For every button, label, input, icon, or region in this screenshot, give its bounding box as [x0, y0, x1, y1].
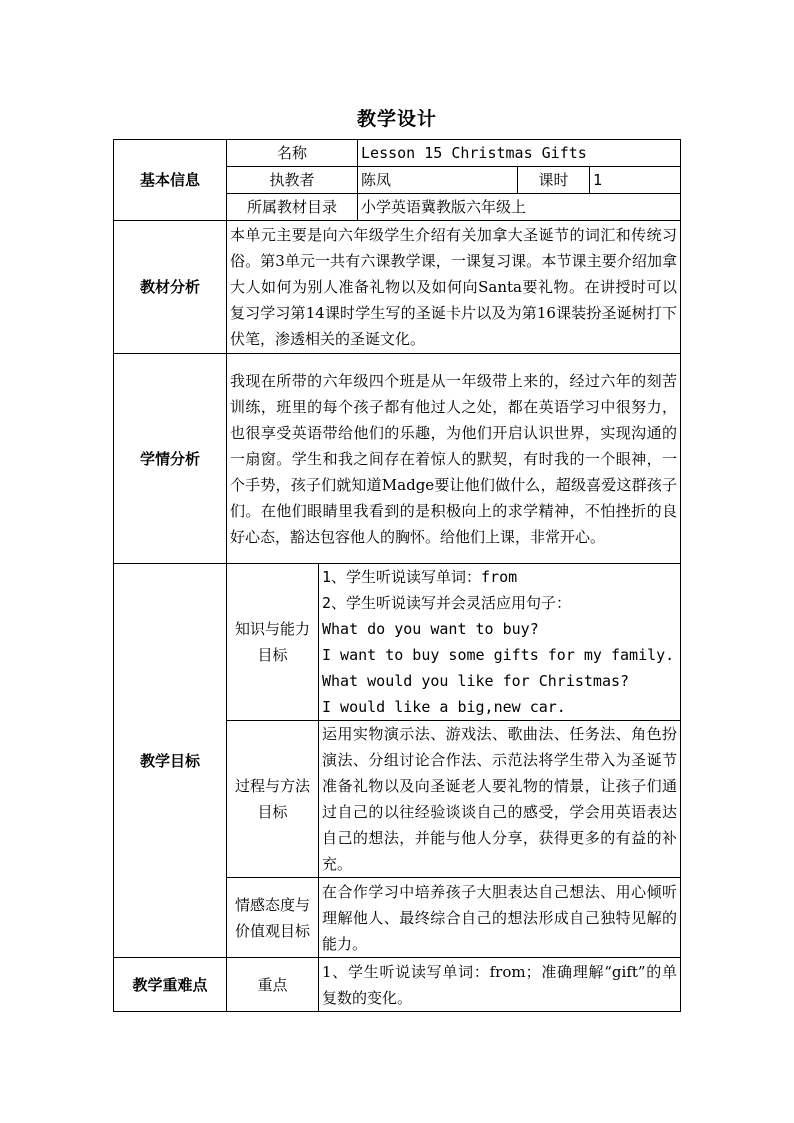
knowledge-list: [319, 564, 681, 721]
row-key-points: [114, 958, 681, 1012]
value-lesson-name: Lesson 15 Christmas Gifts: [358, 140, 681, 167]
process-text: 运用实物演示法、游戏法、歌曲法、任务法、角色扮演法、分组讨论合作法、示范法将学生带入为圣诞节准备礼物以及向圣诞老人要礼物的情景，让孩子们通过自己的以往经验谈谈自己的感受，学会用英语表达自己的想法，并能与他人分享，获得更多的有益的补充。: [319, 721, 681, 878]
lesson-plan-table: [113, 139, 681, 1012]
label-name: 名称: [227, 140, 358, 167]
label-key-point: 重点: [227, 958, 319, 1012]
value-teacher: 陈凤: [358, 167, 518, 194]
knowledge-line: I would like a big,new car.: [322, 698, 566, 716]
value-textbook: 小学英语冀教版六年级上: [358, 194, 681, 221]
label-knowledge: 知识与能力目标: [227, 564, 319, 721]
label-process: 过程与方法目标: [227, 721, 319, 878]
value-period: 1: [590, 167, 681, 194]
row-name: [114, 140, 681, 167]
row-student-analysis: [114, 354, 681, 564]
label-period: 课时: [518, 167, 590, 194]
label-emotion: 情感态度与价值观目标: [227, 878, 319, 958]
label-textbook: 所属教材目录: [227, 194, 358, 221]
knowledge-line: I want to buy some gifts for my family.: [322, 646, 675, 664]
row-material-analysis: [114, 221, 681, 354]
key-point-text: 1、学生听说读写单词：from；准确理解“gift”的单复数的变化。: [319, 958, 681, 1012]
page-title: 教学设计: [356, 108, 437, 130]
section-objectives: 教学目标: [114, 564, 227, 958]
section-basic-info: 基本信息: [114, 140, 227, 221]
section-key-points: 教学重难点: [114, 958, 227, 1012]
knowledge-line: What do you want to buy?: [322, 620, 539, 638]
knowledge-line: What would you like for Christmas?: [322, 672, 630, 690]
emotion-text: 在合作学习中培养孩子大胆表达自己想法、用心倾听理解他人、最终综合自己的想法形成自己独特见解的能力。: [319, 878, 681, 958]
student-analysis-text: 我现在所带的六年级四个班是从一年级带上来的，经过六年的刻苦训练，班里的每个孩子都有他过人之处，都在英语学习中很努力，也很享受英语带给他们的乐趣，为他们开启认识世界，实现沟通的一扇窗。学生和我之间存在着惊人的默契，有时我的一个眼神，一个手势，孩子们就知道Madge要让他们做什么，超级喜爱这群孩子们。在他们眼睛里我看到的是积极向上的求学精神，不怕挫折的良好心态，豁达包容他人的胸怀。给他们上课，非常开心。: [227, 354, 681, 564]
row-objective-knowledge: [114, 564, 681, 721]
section-student-analysis: 学情分析: [114, 354, 227, 564]
knowledge-line: 1、学生听说读写单词：from: [322, 568, 518, 586]
label-teacher: 执教者: [227, 167, 358, 194]
section-material-analysis: 教材分析: [114, 221, 227, 354]
material-analysis-text: 本单元主要是向六年级学生介绍有关加拿大圣诞节的词汇和传统习俗。第3单元一共有六课教学课，一课复习课。本节课主要介绍加拿大人如何为别人准备礼物以及如何向Santa要礼物。在讲授时可以复习学习第14课时学生写的圣诞卡片以及为第16课装扮圣诞树打下伏笔，渗透相关的圣诞文化。: [227, 221, 681, 354]
knowledge-line: 2、学生听说读写并会灵活应用句子：: [322, 594, 572, 612]
